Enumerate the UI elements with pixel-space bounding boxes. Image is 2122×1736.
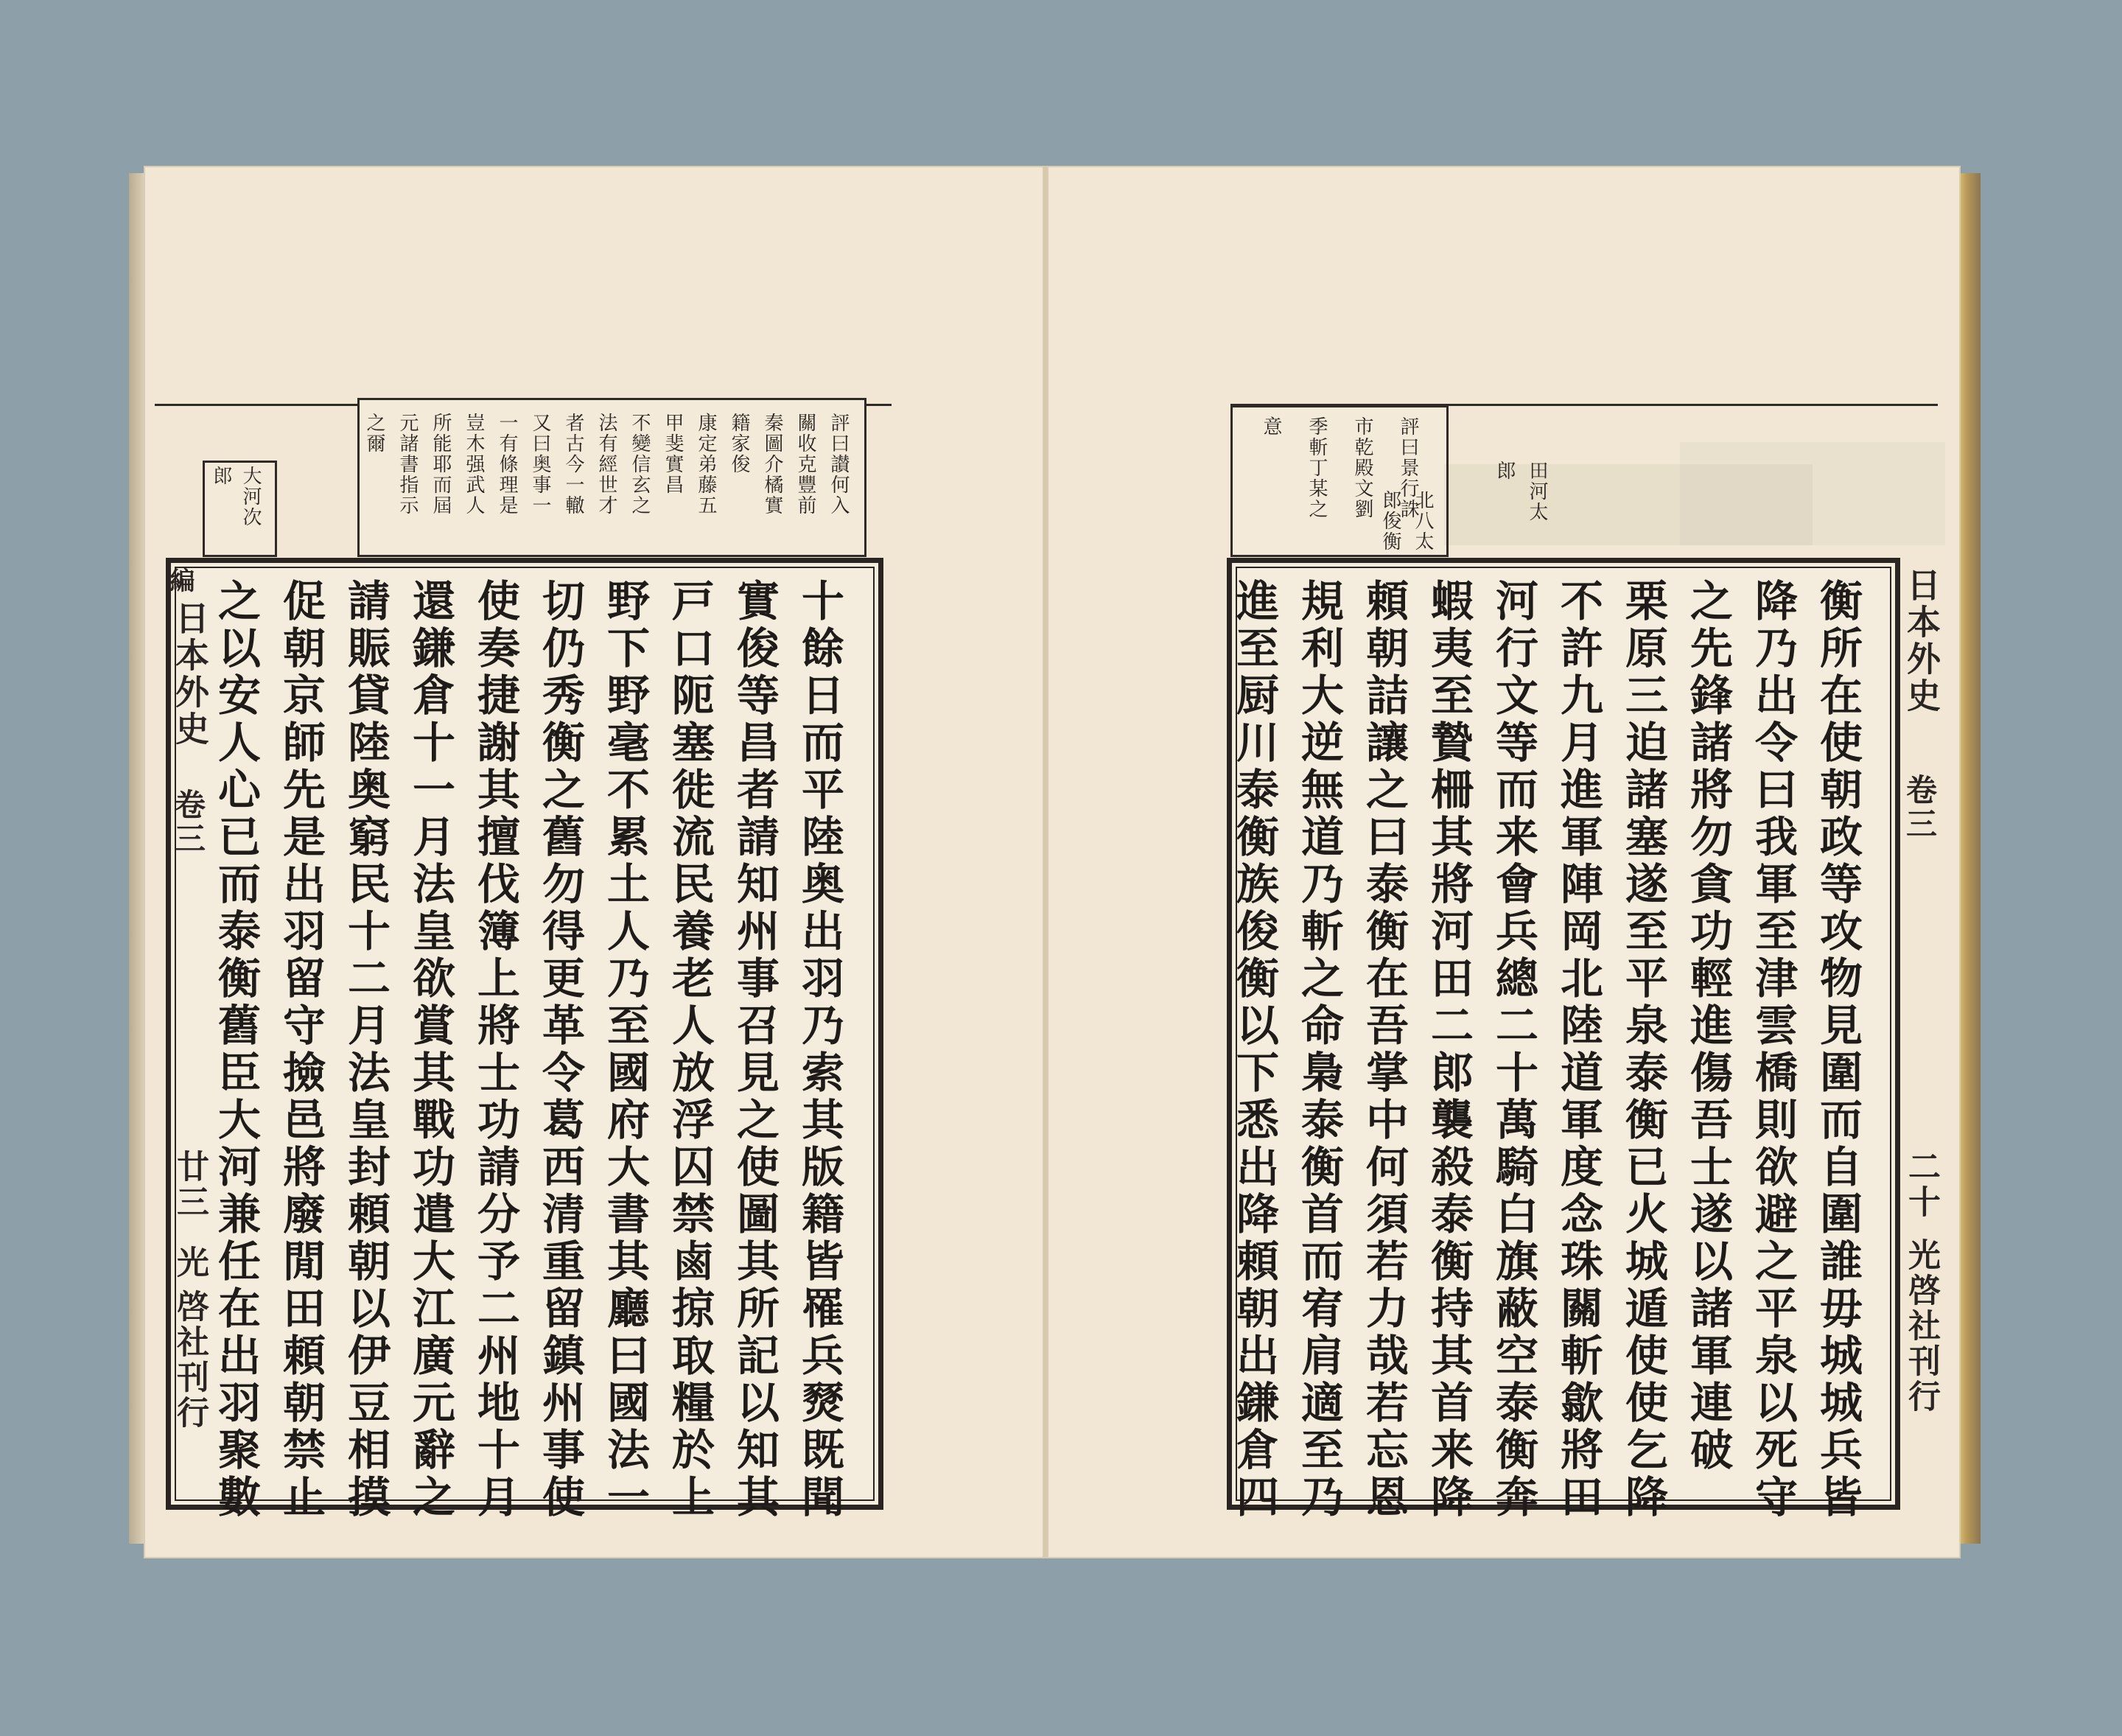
left-commentary-col-2: 關收克豐前 (794, 413, 816, 516)
right-commentary-col-1: 評曰景行誅 (1397, 416, 1419, 519)
right-side-name2-col-2: 郎俊衡 (1379, 490, 1401, 552)
left-commentary-col-14: 元諸書指示 (396, 413, 419, 516)
right-main-col-10: 進至厨川泰衡族俊衡以下悉出降頼朝出鎌倉四 (1229, 578, 1279, 1522)
left-commentary-col-13: 所能耶而屆 (430, 413, 452, 516)
left-side-name-col-2: 郎 (210, 466, 232, 486)
right-commentary-col-3: 季斬丁某之 (1306, 416, 1328, 519)
right-main-col-5: 不許九月進軍陣岡北陸道軍度念珠關斬歙將田 (1553, 578, 1603, 1522)
left-commentary-col-10: 又曰奥事一 (529, 413, 551, 516)
left-commentary-col-1: 評曰讃何入 (827, 413, 850, 516)
left-main-col-3: 戸口阨塞徙流民養老人放浮囚禁鹵掠取糧於上 (665, 578, 715, 1522)
left-side-name-col-1: 大河次 (239, 466, 262, 528)
left-commentary-col-9: 者古今一轍 (562, 413, 584, 516)
left-commentary-col-8: 法有經世才 (595, 413, 617, 516)
left-commentary-col-3: 秦圖介橘實 (761, 413, 783, 516)
left-main-col-5: 切仍秀衡之舊勿得更革令葛西清重留鎮州事使 (535, 578, 585, 1522)
left-commentary-col-5: 康定弟藤五 (695, 413, 717, 516)
left-gutter-publisher-2: 啓社刊行 (171, 1289, 209, 1431)
show-through-right (1680, 442, 1945, 545)
right-gutter-volume: 卷三 (1902, 774, 1938, 841)
left-main-col-2: 實俊等昌者請知州事召見之使圖其所記以知其 (729, 578, 780, 1522)
left-gutter-label: 編 (165, 567, 195, 595)
left-commentary-col-7: 不變信玄之 (628, 413, 651, 516)
right-main-col-1: 衡所在使朝政等攻物見圍而自圍誰毋城城兵皆 (1813, 578, 1863, 1522)
left-main-col-9: 促朝京師先是出羽留守撿邑將廢閒田頼朝禁止 (276, 578, 326, 1522)
right-side-name2-col-1: 北八太 (1412, 490, 1434, 552)
right-commentary-col-4: 意 (1260, 416, 1282, 437)
left-main-col-10: 之以安人心已而泰衡舊臣大河兼任在出羽聚數 (211, 578, 261, 1522)
right-main-col-7: 蝦夷至贄柵其將河田二郎襲殺泰衡持其首来降 (1424, 578, 1474, 1522)
right-main-col-6: 河行文等而来會兵總二十萬騎白旗蔽空泰衡奔 (1488, 578, 1538, 1522)
left-commentary-col-4: 籍家俊 (728, 413, 750, 475)
left-gutter-title: 日本外史 (170, 601, 210, 748)
left-main-col-8: 請賑貸陸奥窮民十二月法皇封頼朝以伊豆相摸 (340, 578, 391, 1522)
right-side-name1-col-2: 郎 (1494, 461, 1516, 481)
right-side-name1-col-1: 田河太 (1526, 461, 1548, 522)
right-main-col-4: 栗原三迫諸塞遂至平泉泰衡已火城遁使使乞降 (1618, 578, 1668, 1522)
left-main-col-6: 使奏捷謝其擅伐簿上將士功請分予二州地十月 (470, 578, 520, 1522)
right-main-col-8: 頼朝詰讓之曰泰衡在吾掌中何須若力哉若忘恩 (1359, 578, 1409, 1522)
left-gutter-volume: 卷三 (170, 788, 206, 856)
left-commentary-col-12: 豈木强武人 (463, 413, 485, 516)
right-main-col-3: 之先鋒諸將勿貪功輕進傷吾士遂以諸軍連破 (1683, 578, 1733, 1474)
left-gutter-folio: 廿三 (171, 1149, 209, 1220)
left-gutter-publisher-1: 光 (171, 1245, 209, 1281)
right-gutter-folio: 二十 (1902, 1149, 1940, 1220)
right-gutter-publisher: 光啓社刊行 (1902, 1238, 1940, 1415)
left-main-col-7: 還鎌倉十一月法皇欲賞其戰功遣大江廣元辭之 (405, 578, 455, 1522)
left-main-col-1: 十餘日而平陸奥出羽乃索其版籍皆罹兵燹既聞 (794, 578, 844, 1522)
left-commentary-col-6: 甲斐實昌 (662, 413, 684, 495)
right-main-col-9: 規利大逆無道乃斬之命梟泰衡首而宥肩適至乃 (1294, 578, 1344, 1522)
left-commentary-col-11: 一有條理是 (496, 413, 518, 516)
right-commentary-col-2: 市乾殿文劉 (1351, 416, 1373, 519)
right-gutter-title: 日本外史 (1902, 567, 1941, 715)
right-main-col-2: 降乃出令曰我軍至津雲橋則欲避之平泉以死守 (1748, 578, 1798, 1522)
left-commentary-col-15: 之爾 (363, 413, 385, 454)
left-main-col-4: 野下野毫不累土人乃至國府大書其廳曰國法一 (600, 578, 650, 1522)
